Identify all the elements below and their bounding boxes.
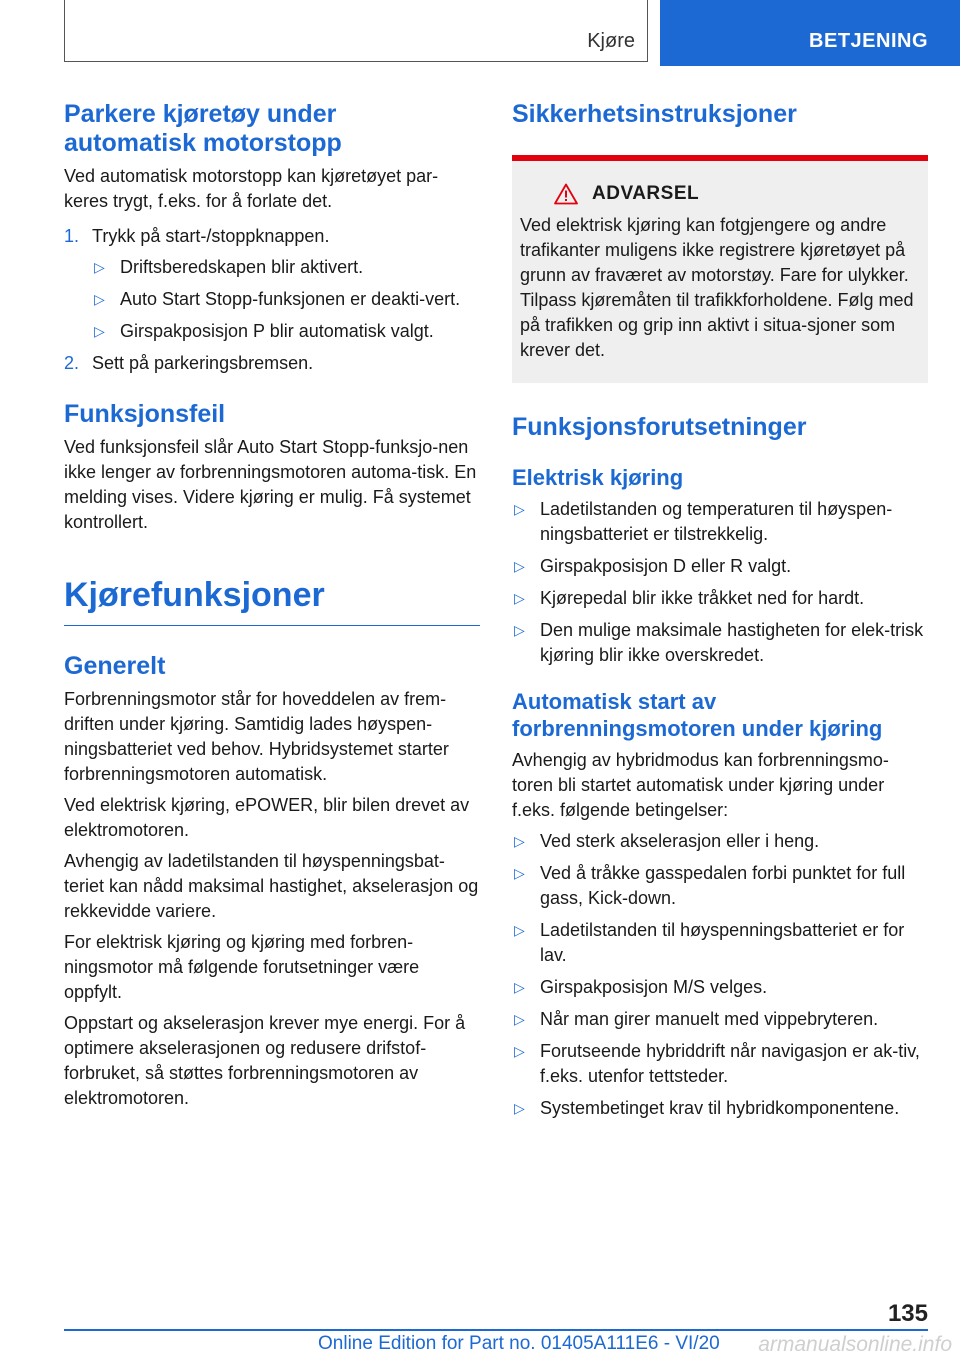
warning-header: [520, 183, 922, 205]
list-item: [92, 255, 480, 280]
heading-general: Generelt: [64, 652, 166, 680]
general-paragraph: Oppstart og akselerasjon krever mye energi. For å optimere akselerasjonen og redusere drifstof-forbruket, så støttes forbrenningsmotoren av elektromotoren.: [64, 1013, 466, 1108]
auto-start-intro: Avhengig av hybridmodus kan forbrenningsmo-toren bli startet automatisk under kjøring under f.eks. følgende betingelser:: [512, 750, 889, 820]
triangle-bullet-icon: ▷: [94, 291, 105, 307]
footer-divider: [64, 1329, 928, 1331]
heading-prerequisites: Funksjonsforutsetninger: [512, 413, 807, 441]
footer-edition: Online Edition for Part no. 01405A111E6 - VI/20: [318, 1333, 720, 1354]
step-number: 1.: [64, 226, 80, 246]
list-item: [92, 319, 480, 344]
list-item-text: Ved å tråkke gasspedalen forbi punktet for full gass, Kick-down.: [540, 863, 906, 908]
warning-box: [512, 155, 928, 383]
warning-text: Ved elektrisk kjøring kan fotgjengere og andre trafikanter muligens ikke registrere kjøretøyet på grunn av fraværet av motorstøy. Fare for ulykker. Tilpass kjøremåten til trafikkforholdene. Følg med på trafikken og grip inn aktivt i situa-sjoner som krever det.: [520, 215, 914, 360]
header-section-title: Kjøre: [587, 30, 635, 52]
heading-malfunction: Funksjonsfeil: [64, 400, 226, 428]
triangle-bullet-icon: ▷: [514, 1043, 525, 1059]
general-paragraph: Forbrenningsmotor står for hoveddelen av frem-driften under kjøring. Samtidig lades høyspen-ningsbatteriet ved behov. Hybridsystemet starter forbrenningsmotoren automatisk.: [64, 689, 449, 784]
list-item-text: Kjørepedal blir ikke tråkket ned for hardt.: [540, 588, 865, 608]
triangle-bullet-icon: ▷: [514, 1011, 525, 1027]
heading-driving-functions: Kjørefunksjoner: [64, 575, 480, 626]
triangle-bullet-icon: ▷: [514, 865, 525, 881]
general-paragraph: Avhengig av ladetilstanden til høyspenningsbat-teriet kan nådd maksimal hastighet, akselerasjon og rekkevidde variere.: [64, 851, 479, 921]
header-chapter-tab: [660, 0, 960, 66]
triangle-bullet-icon: ▷: [514, 501, 525, 517]
list-item-text: Auto Start Stopp-funksjonen er deakti-vert.: [120, 289, 461, 309]
auto-start-list: [512, 829, 928, 1121]
right-column: [512, 100, 928, 1128]
list-item: [92, 287, 480, 312]
triangle-bullet-icon: ▷: [514, 622, 525, 638]
parking-steps: [64, 224, 480, 376]
header-left-box: [64, 0, 648, 62]
triangle-bullet-icon: ▷: [514, 979, 525, 995]
list-item-text: Girspakposisjon P blir automatisk valgt.: [120, 321, 434, 341]
warning-triangle-icon: [554, 183, 578, 205]
watermark: armanualsonline.info: [758, 1333, 952, 1356]
general-paragraph: Ved elektrisk kjøring, ePOWER, blir bilen drevet av elektromotoren.: [64, 795, 470, 840]
triangle-bullet-icon: ▷: [514, 590, 525, 606]
step-item: [64, 351, 480, 376]
list-item: [512, 829, 928, 854]
list-item: [512, 618, 928, 668]
step-text: Trykk på start-/stoppknappen.: [92, 226, 330, 246]
list-item-text: Driftsberedskapen blir aktivert.: [120, 257, 364, 277]
heading-safety: Sikkerhetsinstruksjoner: [512, 100, 797, 128]
list-item-text: Når man girer manuelt med vippebryteren.: [540, 1009, 879, 1029]
list-item: [512, 497, 928, 547]
triangle-bullet-icon: ▷: [94, 323, 105, 339]
heading-electric-driving: Elektrisk kjøring: [512, 465, 684, 490]
step-sublist: [92, 255, 480, 344]
list-item: [512, 1096, 928, 1121]
header-chapter-title: BETJENING: [809, 30, 928, 52]
step-text: Sett på parkeringsbremsen.: [92, 353, 314, 373]
list-item: [512, 861, 928, 911]
step-number: 2.: [64, 353, 80, 373]
parking-intro: Ved automatisk motorstopp kan kjøretøyet par-keres trygt, f.eks. for å forlate det.: [64, 166, 439, 211]
list-item: [512, 918, 928, 968]
triangle-bullet-icon: ▷: [514, 558, 525, 574]
general-paragraph: For elektrisk kjøring og kjøring med forbren-ningsmotor må følgende forutsetninger være oppfylt.: [64, 932, 420, 1002]
list-item-text: Ved sterk akselerasjon eller i heng.: [540, 831, 820, 851]
page-number: 135: [887, 1300, 928, 1327]
list-item-text: Ladetilstanden og temperaturen til høyspen-ningsbatteriet er tilstrekkelig.: [540, 499, 893, 544]
triangle-bullet-icon: ▷: [514, 1100, 525, 1116]
warning-label: ADVARSEL: [592, 183, 700, 204]
list-item-text: Systembetinget krav til hybridkomponentene.: [540, 1098, 900, 1118]
heading-auto-start: Automatisk start av forbrenningsmotoren under kjøring: [512, 689, 883, 741]
list-item: [512, 1039, 928, 1089]
list-item: [512, 586, 928, 611]
triangle-bullet-icon: ▷: [94, 259, 105, 275]
list-item-text: Girspakposisjon D eller R valgt.: [540, 556, 792, 576]
triangle-bullet-icon: ▷: [514, 922, 525, 938]
step-item: [64, 224, 480, 344]
left-column: [64, 100, 480, 1117]
malfunction-text: Ved funksjonsfeil slår Auto Start Stopp-funksjo-nen ikke lenger av forbrenningsmotoren automa-tisk. En melding vises. Videre kjøring er mulig. Få systemet kontrollert.: [64, 437, 477, 532]
electric-driving-list: [512, 497, 928, 668]
list-item-text: Forutseende hybriddrift når navigasjon er ak-tiv, f.eks. utenfor tettsteder.: [540, 1041, 920, 1086]
list-item: [512, 1007, 928, 1032]
list-item: [512, 554, 928, 579]
triangle-bullet-icon: ▷: [514, 833, 525, 849]
heading-parking: Parkere kjøretøy under automatisk motorstopp: [64, 100, 342, 157]
list-item: [512, 975, 928, 1000]
list-item-text: Den mulige maksimale hastigheten for elek-trisk kjøring blir ikke overskredet.: [540, 620, 924, 665]
list-item-text: Ladetilstanden til høyspenningsbatteriet er for lav.: [540, 920, 905, 965]
list-item-text: Girspakposisjon M/S velges.: [540, 977, 768, 997]
